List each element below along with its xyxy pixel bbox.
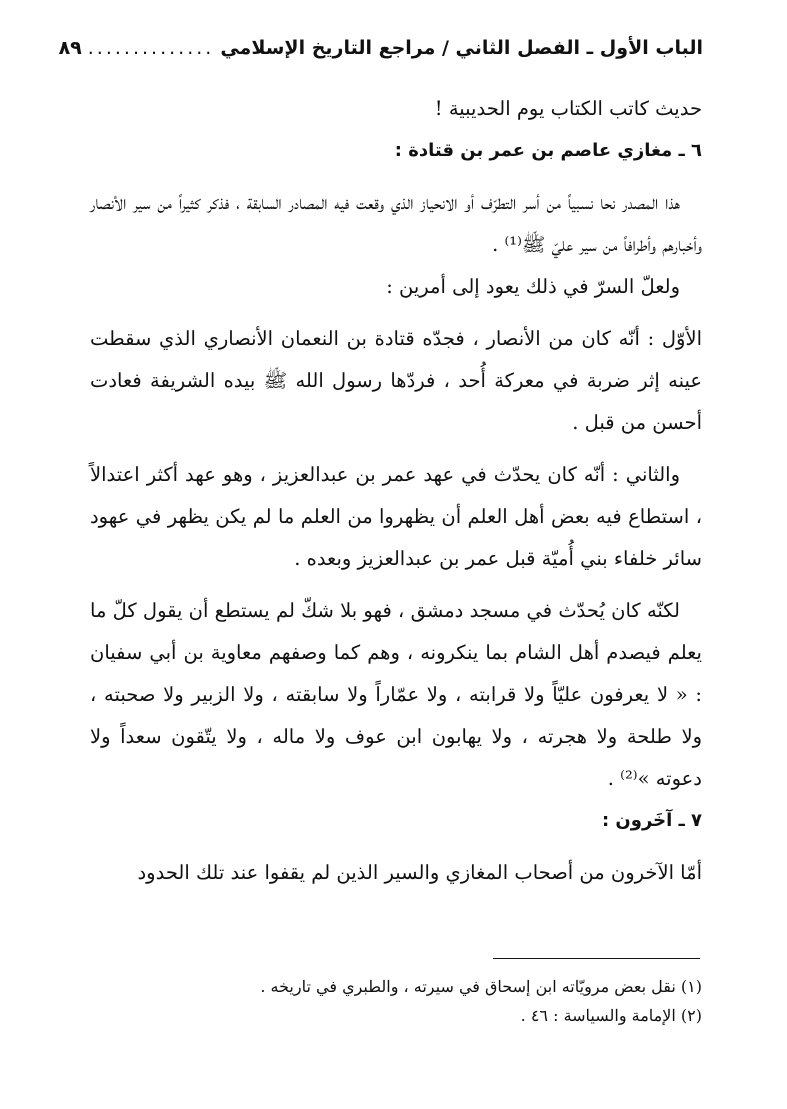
footnote-1: (١) نقل بعض مرويّاته ابن إسحاق في سيرته ، والطبري في تاريخه . <box>260 977 702 996</box>
footnote-2: (٢) الإمامة والسياسة : ٤٦ . <box>520 1006 702 1025</box>
main-text <box>90 88 702 894</box>
footnotes <box>90 972 702 1030</box>
paragraph-second-reason: والثاني : أنّه كان يحدّث في عهد عمر بن عبدالعزيز ، وهو عهد أكثر اعتدالاً ، استطاع فيه بعض أهل العلم أن يظهروا من العلم ما لم يكن يظهر في عهود سائر خلفاء بني أُميّة قبل عمر بن عبدالعزيز وبعده . <box>90 463 702 570</box>
paragraph-others: أمّا الآخرون من أصحاب المغازي والسير الذين لم يقفوا عند تلك الحدود <box>137 861 702 884</box>
section-heading-asim: ٦ ـ مغازي عاصم بن عمر بن قتادة : <box>394 140 702 161</box>
paragraph-source-description: هذا المصدر نحا نسبياً من أسر التطرّف أو الانحياز الذي وقعت فيه المصادر السابقة ، فذكر كثيراً من سير الأنصار وأخبارهم وأطرافاً من سير عليّ ﷺ⁽¹⁾ . <box>90 191 702 256</box>
footnote-separator <box>493 958 700 959</box>
paragraph-two-reasons: ولعلّ السرّ في ذلك يعود إلى أمرين : <box>386 275 680 298</box>
page-number: ٨٩ <box>58 37 82 59</box>
dot-leader: .............. <box>87 37 215 59</box>
paragraph-first-reason: الأوّل : أنّه كان من الأنصار ، فجدّه قتادة بن النعمان الأنصاري الذي سقطت عينه إثر ضربة في معركة أُحد ، فردّها رسول الله ﷺ بيده الشريفة فعادت أحسن من قبل . <box>90 327 702 434</box>
section-heading-others: ٧ ـ آخَرون : <box>601 810 702 831</box>
paragraph-damascus-mosque: لكنّه كان يُحدّث في مسجد دمشق ، فهو بلا شكّ لم يستطع أن يقول كلّ ما يعلم فيصدم أهل الشام بما ينكرونه ، وهم كما وصفهم معاوية بن أبي سفيان : « لا يعرفون عليّاً ولا قرابته ، ولا عمّاراً ولا سابقته ، ولا الزبير ولا صحبته ، ولا طلحة ولا هجرته ، ولا يهابون ابن عوف ولا ماله ، ولا يتّقون سعداً ولا دعوته »⁽²⁾ . <box>90 599 702 790</box>
running-header <box>58 28 703 68</box>
chapter-title: الباب الأول ـ الفصل الثاني / مراجع التاريخ الإسلامي <box>220 37 703 59</box>
paragraph-hudaybiyya: حديث كاتب الكتاب يوم الحديبية ! <box>434 97 702 120</box>
